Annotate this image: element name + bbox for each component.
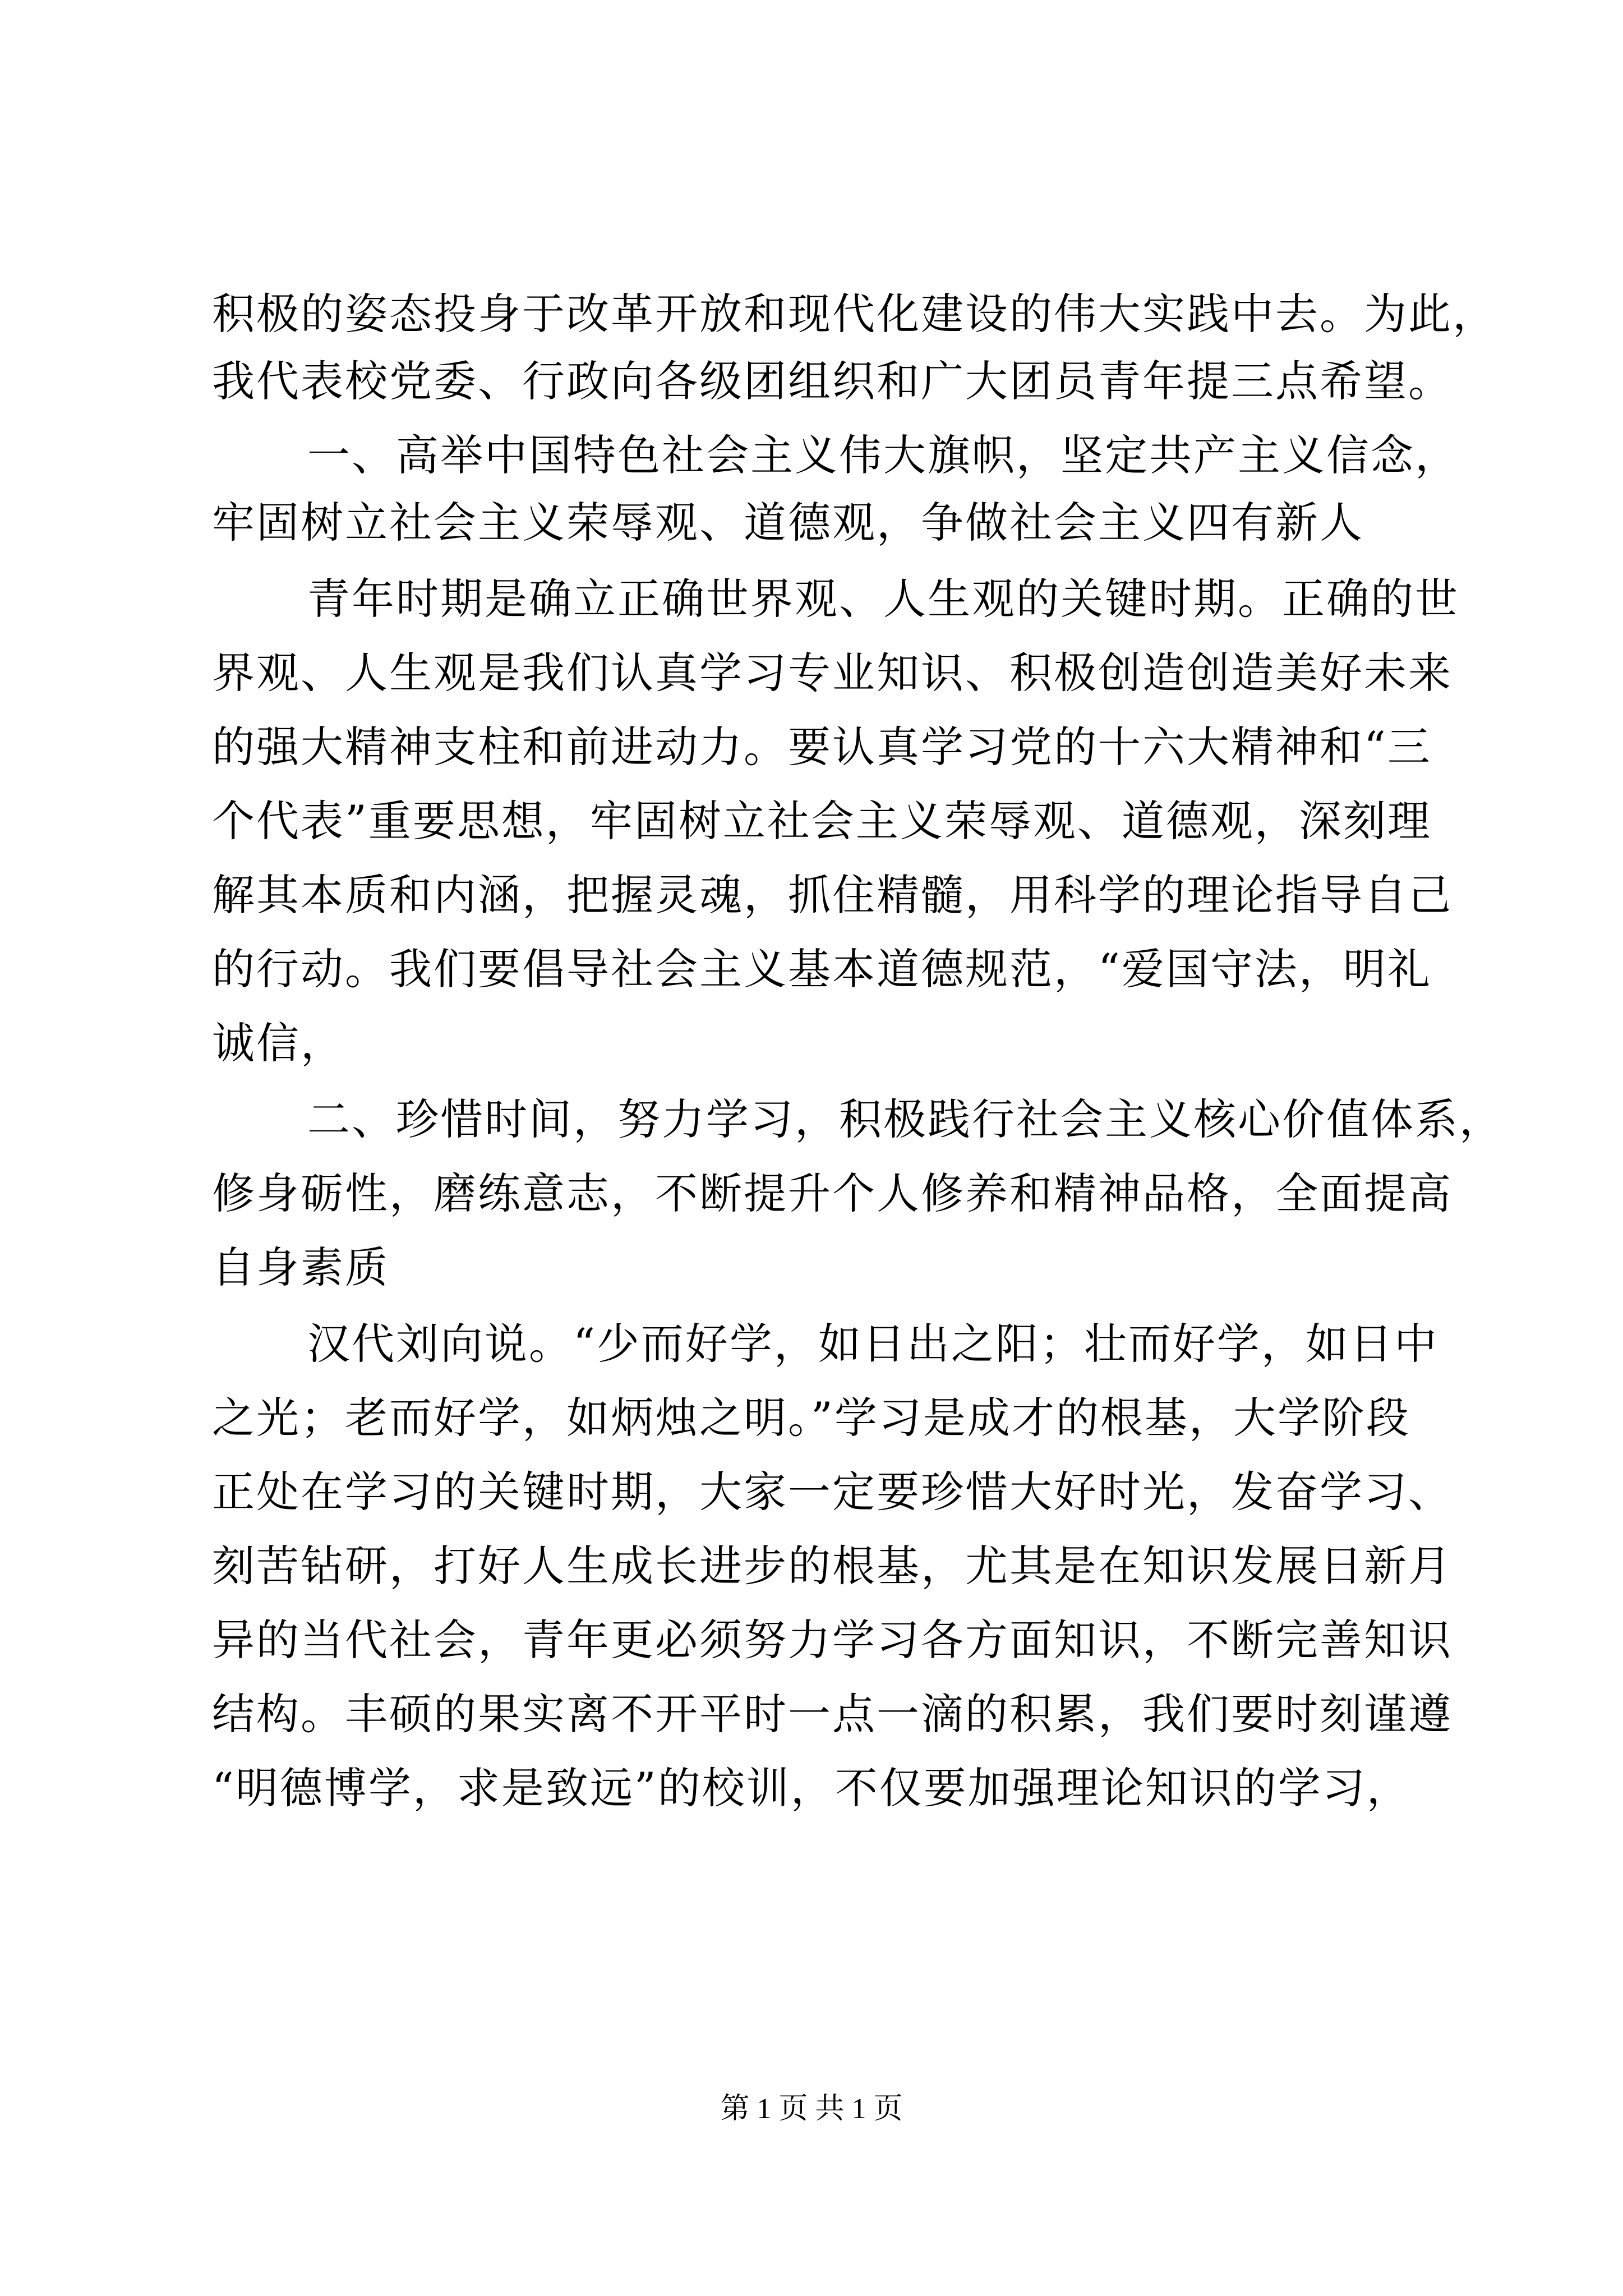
- section-heading-line: 牢固树立社会主义荣辱观、道德观，争做社会主义四有新人: [212, 498, 1364, 547]
- paragraph-start-line: 汉代刘向说。“少而好学，如日出之阳；壮而好学，如日中: [307, 1319, 1438, 1369]
- body-line: 积极的姿态投身于改革开放和现代化建设的伟大实践中去。为此，: [212, 289, 1497, 339]
- body-line: 的强大精神支柱和前进动力。要认真学习党的十六大精神和“三: [212, 722, 1432, 772]
- page-number-footer: 第 1 页 共 1 页: [720, 2093, 903, 2125]
- body-line: 结构。丰硕的果实离不开平时一点一滴的积累，我们要时刻谨遵: [212, 1689, 1453, 1739]
- body-line: 刻苦钻研，打好人生成长进步的根基，尤其是在知识发展日新月: [212, 1541, 1453, 1591]
- body-line: 我代表校党委、行政向各级团组织和广大团员青年提三点希望。: [212, 356, 1453, 406]
- body-line: 正处在学习的关键时期，大家一定要珍惜大好时光，发奋学习、: [212, 1467, 1453, 1517]
- section-heading-line: 修身砺性，磨练意志，不断提升个人修养和精神品格，全面提高: [212, 1168, 1453, 1218]
- body-line: 个代表”重要思想，牢固树立社会主义荣辱观、道德观，深刻理: [212, 796, 1432, 846]
- body-line: 之光；老而好学，如炳烛之明。”学习是成才的根基，大学阶段: [212, 1393, 1410, 1443]
- body-line: 界观、人生观是我们认真学习专业知识、积极创造创造美好未来: [212, 648, 1453, 698]
- section-heading-line: 自身素质: [212, 1243, 389, 1292]
- body-line: “明德博学，求是致远”的校训，不仅要加强理论知识的学习，: [212, 1763, 1411, 1813]
- paragraph-start-line: 青年时期是确立正确世界观、人生观的关键时期。正确的世: [307, 574, 1459, 624]
- body-line: 的行动。我们要倡导社会主义基本道德规范，“爱国守法，明礼: [212, 944, 1432, 994]
- body-line: 异的当代社会，青年更必须努力学习各方面知识，不断完善知识: [212, 1615, 1453, 1665]
- body-line: 解其本质和内涵，把握灵魂，抓住精髓，用科学的理论指导自己: [212, 870, 1453, 920]
- section-heading-line: 一、高举中国特色社会主义伟大旗帜，坚定共产主义信念，: [307, 430, 1459, 480]
- section-heading-line: 二、珍惜时间，努力学习，积极践行社会主义核心价值体系，: [307, 1094, 1504, 1144]
- body-line: 诚信，: [212, 1018, 345, 1068]
